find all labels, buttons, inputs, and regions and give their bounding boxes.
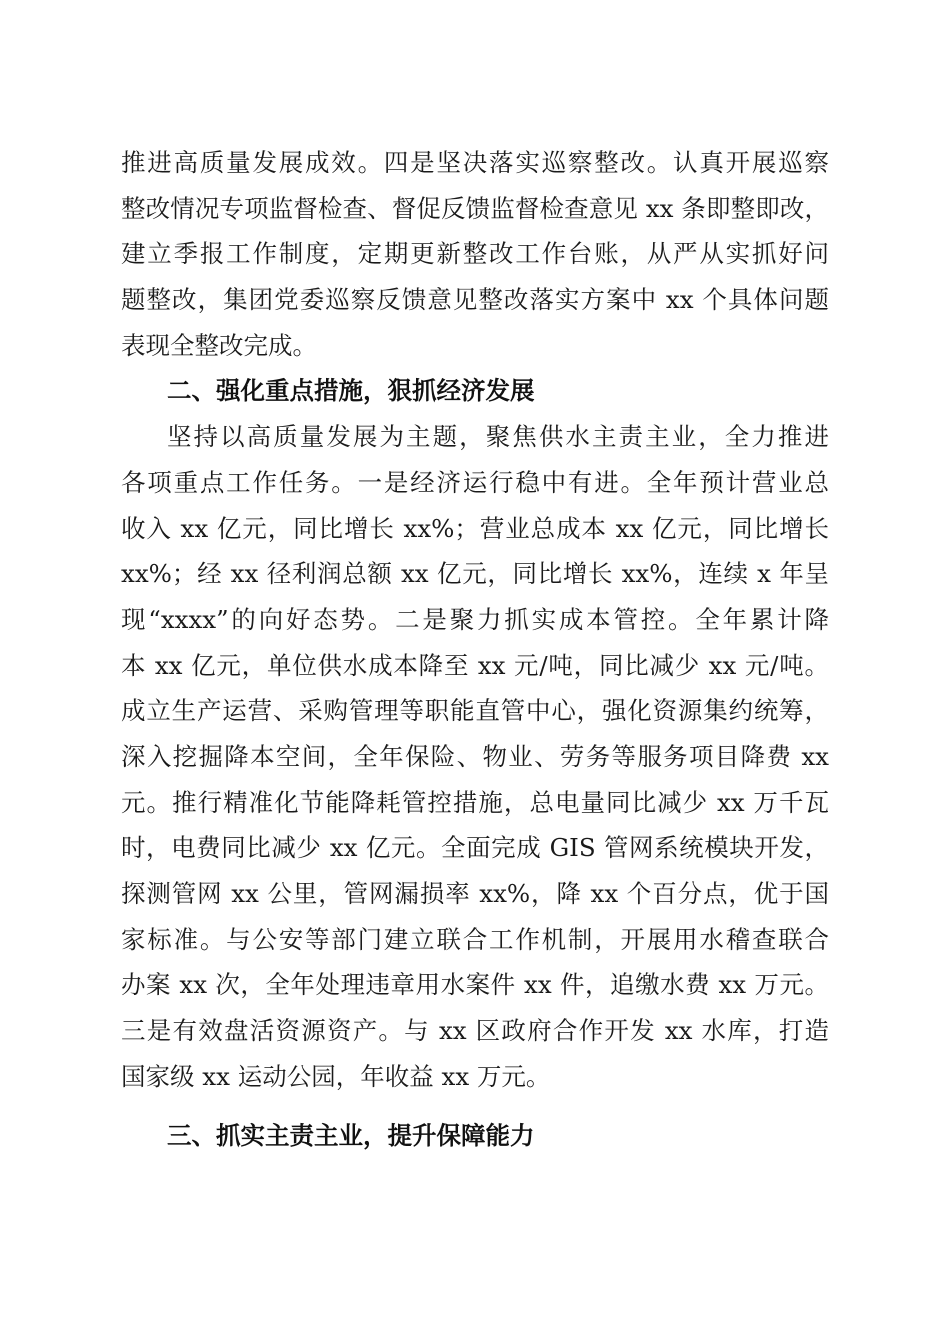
paragraph-line: 推进高质量发展成效。四是坚决落实巡察整改。认真开展巡察 [121,148,829,177]
paragraph-line: 建立季报工作制度，定期更新整改工作台账，从严从实抓好问 [121,239,829,269]
paragraph-line: xx%；经 xx 径利润总额 xx 亿元，同比增长 xx%，连续 x 年呈 [121,559,829,589]
section-heading-3: 三、抓实主责主业，提升保障能力 [167,1121,535,1151]
paragraph-line: 三是有效盘活资源资产。与 xx 区政府合作开发 xx 水库，打造 [121,1016,829,1046]
paragraph-line: 整改情况专项监督检查、督促反馈监督检查意见 xx 条即整即改， [121,193,829,223]
section-heading-2: 二、强化重点措施，狠抓经济发展 [167,376,535,406]
paragraph-line: 成立生产运营、采购管理等职能直管中心，强化资源集约统筹， [121,696,829,726]
paragraph-line: 各项重点工作任务。一是经济运行稳中有进。全年预计营业总 [121,467,829,497]
document-body [121,140,829,1159]
paragraph-line: 深入挖掘降本空间，全年保险、物业、劳务等服务项目降费 xx [121,741,829,771]
paragraph-line: 题整改，集团党委巡察反馈意见整改落实方案中 xx 个具体问题 [121,285,829,315]
paragraph-line: 元。推行精准化节能降耗管控措施，总电量同比减少 xx 万千瓦 [121,787,829,817]
paragraph-line: 现“xxxx”的向好态势。二是聚力抓实成本管控。全年累计降 [121,604,829,634]
paragraph-line: 国家级 xx 运动公园，年收益 xx 万元。 [121,1061,551,1091]
paragraph-line: 时，电费同比减少 xx 亿元。全面完成 GIS 管网系统模块开发， [121,833,829,863]
paragraph-line: 收入 xx 亿元，同比增长 xx%；营业总成本 xx 亿元，同比增长 [121,513,829,543]
paragraph-line: 本 xx 亿元，单位供水成本降至 xx 元/吨，同比减少 xx 元/吨。 [121,650,829,680]
paragraph-line: 坚持以高质量发展为主题，聚焦供水主责主业，全力推进 [167,422,829,452]
paragraph-line: 家标准。与公安等部门建立联合工作机制，开展用水稽查联合 [121,924,829,954]
paragraph-line: 表现全整改完成。 [121,330,317,360]
paragraph-line: 办案 xx 次，全年处理违章用水案件 xx 件，追缴水费 xx 万元。 [121,970,829,1000]
paragraph-line: 探测管网 xx 公里，管网漏损率 xx%，降 xx 个百分点，优于国 [121,879,829,908]
